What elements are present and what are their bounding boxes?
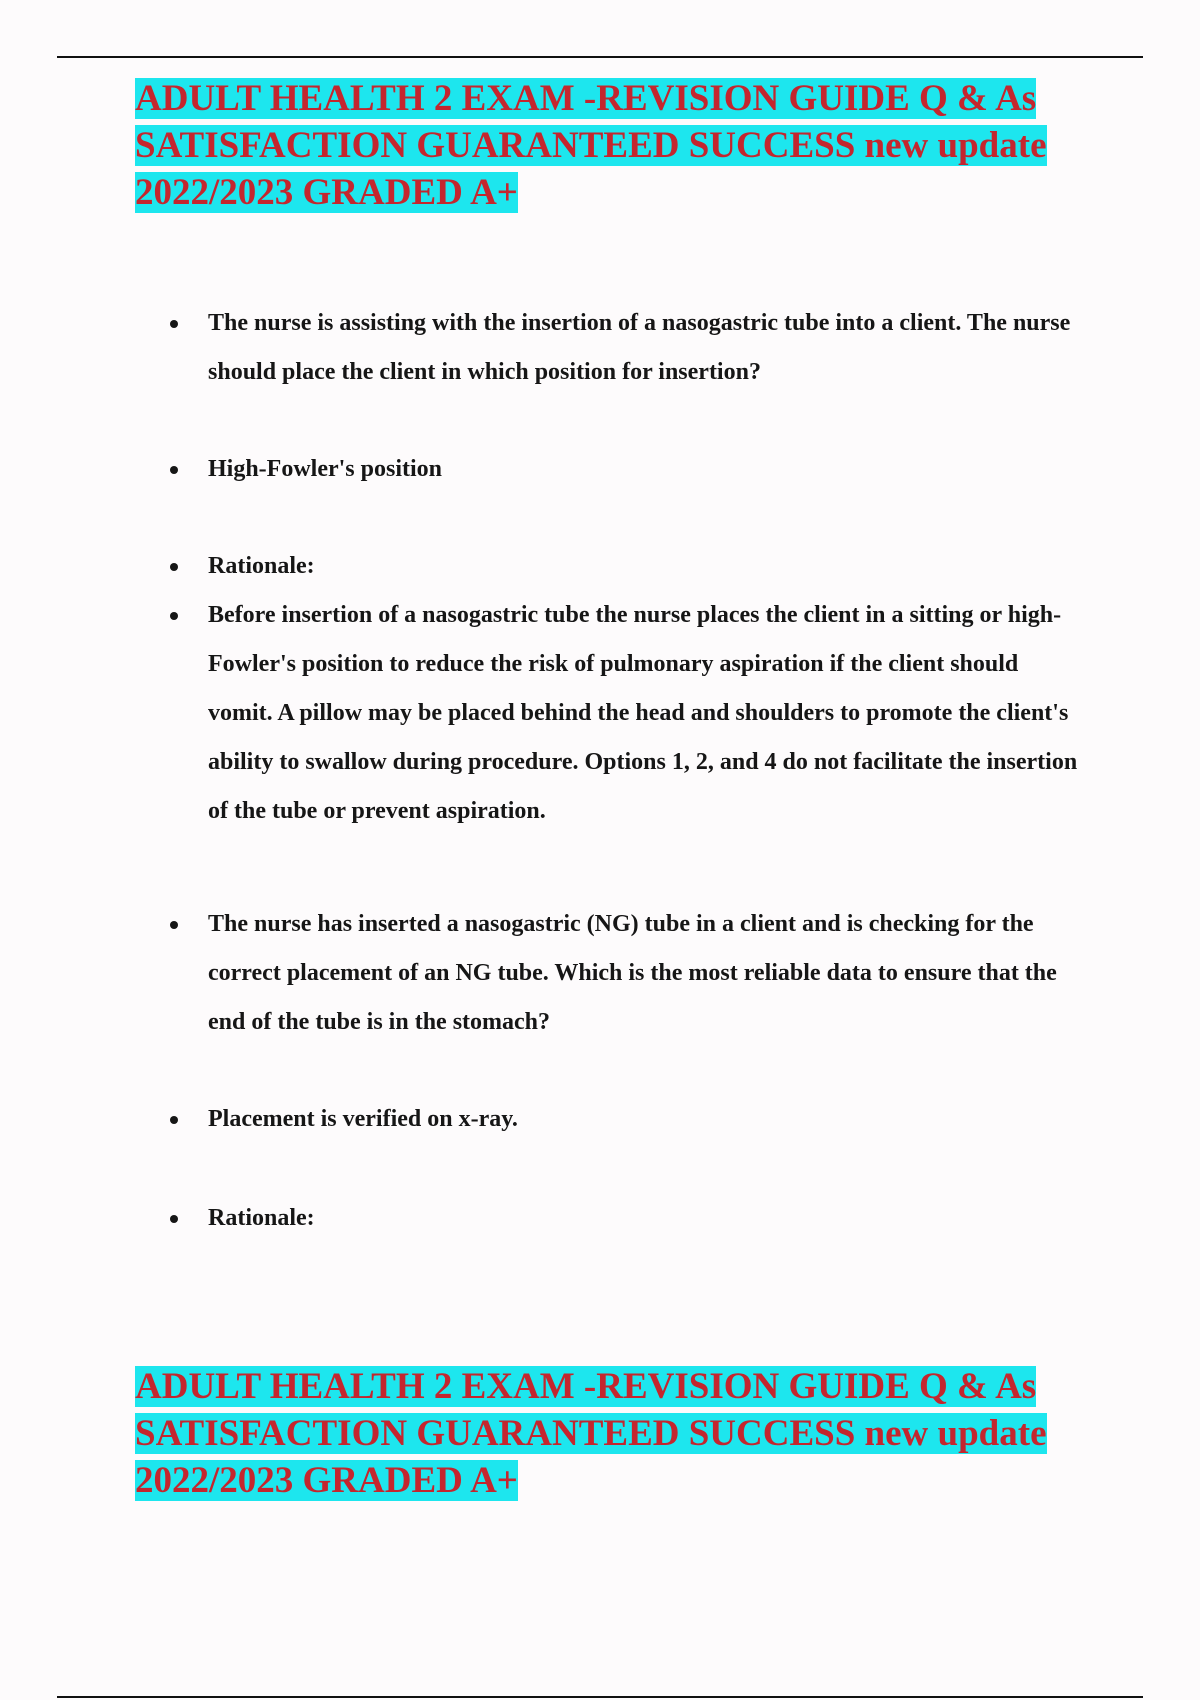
bullet-icon	[170, 1215, 178, 1223]
rationale-label-item	[0, 542, 1078, 591]
question-text: The nurse is assisting with the insertion of a nasogastric tube into a client. The nurse should place the client in which position for insertion?	[208, 310, 1071, 385]
question-list	[0, 299, 1200, 1243]
question-item	[0, 299, 1078, 397]
bullet-icon	[170, 563, 178, 571]
bullet-icon	[170, 320, 178, 328]
rationale-label: Rationale:	[208, 1205, 315, 1231]
document-title	[135, 75, 1075, 216]
bullet-icon	[170, 612, 178, 620]
rationale-label: Rationale:	[208, 553, 315, 579]
answer-text: High-Fowler's position	[208, 456, 443, 482]
answer-text: Placement is verified on x-ray.	[208, 1106, 518, 1132]
bullet-icon	[170, 921, 178, 929]
question-text: The nurse has inserted a nasogastric (NG) tube in a client and is checking for the correct placement of an NG tube. Which is the most reliable data to ensure that the end of the tube is in the stomach?	[208, 911, 1057, 1035]
bullet-icon	[170, 466, 178, 474]
bottom-rule	[57, 1696, 1143, 1698]
top-rule	[57, 56, 1143, 58]
rationale-label-item	[0, 1194, 1078, 1243]
document-footer-title	[135, 1363, 1075, 1504]
document-title-text: ADULT HEALTH 2 EXAM -REVISION GUIDE Q & As SATISFACTION GUARANTEED SUCCESS new update 2022/2023 GRADED A+	[135, 78, 1047, 213]
bullet-icon	[170, 1116, 178, 1124]
question-item	[0, 900, 1078, 1047]
answer-item	[0, 1095, 1078, 1144]
answer-item	[0, 445, 1078, 494]
document-footer-title-text: ADULT HEALTH 2 EXAM -REVISION GUIDE Q & As SATISFACTION GUARANTEED SUCCESS new update 2022/2023 GRADED A+	[135, 1366, 1047, 1501]
rationale-item	[0, 591, 1078, 836]
rationale-text: Before insertion of a nasogastric tube the nurse places the client in a sitting or high-Fowler's position to reduce the risk of pulmonary aspiration if the client should vomit. A pillow may be placed behind the head and shoulders to promote the client's ability to swallow during procedure. Options 1, 2, and 4 do not facilitate the insertion of the tube or prevent aspiration.	[208, 602, 1078, 824]
